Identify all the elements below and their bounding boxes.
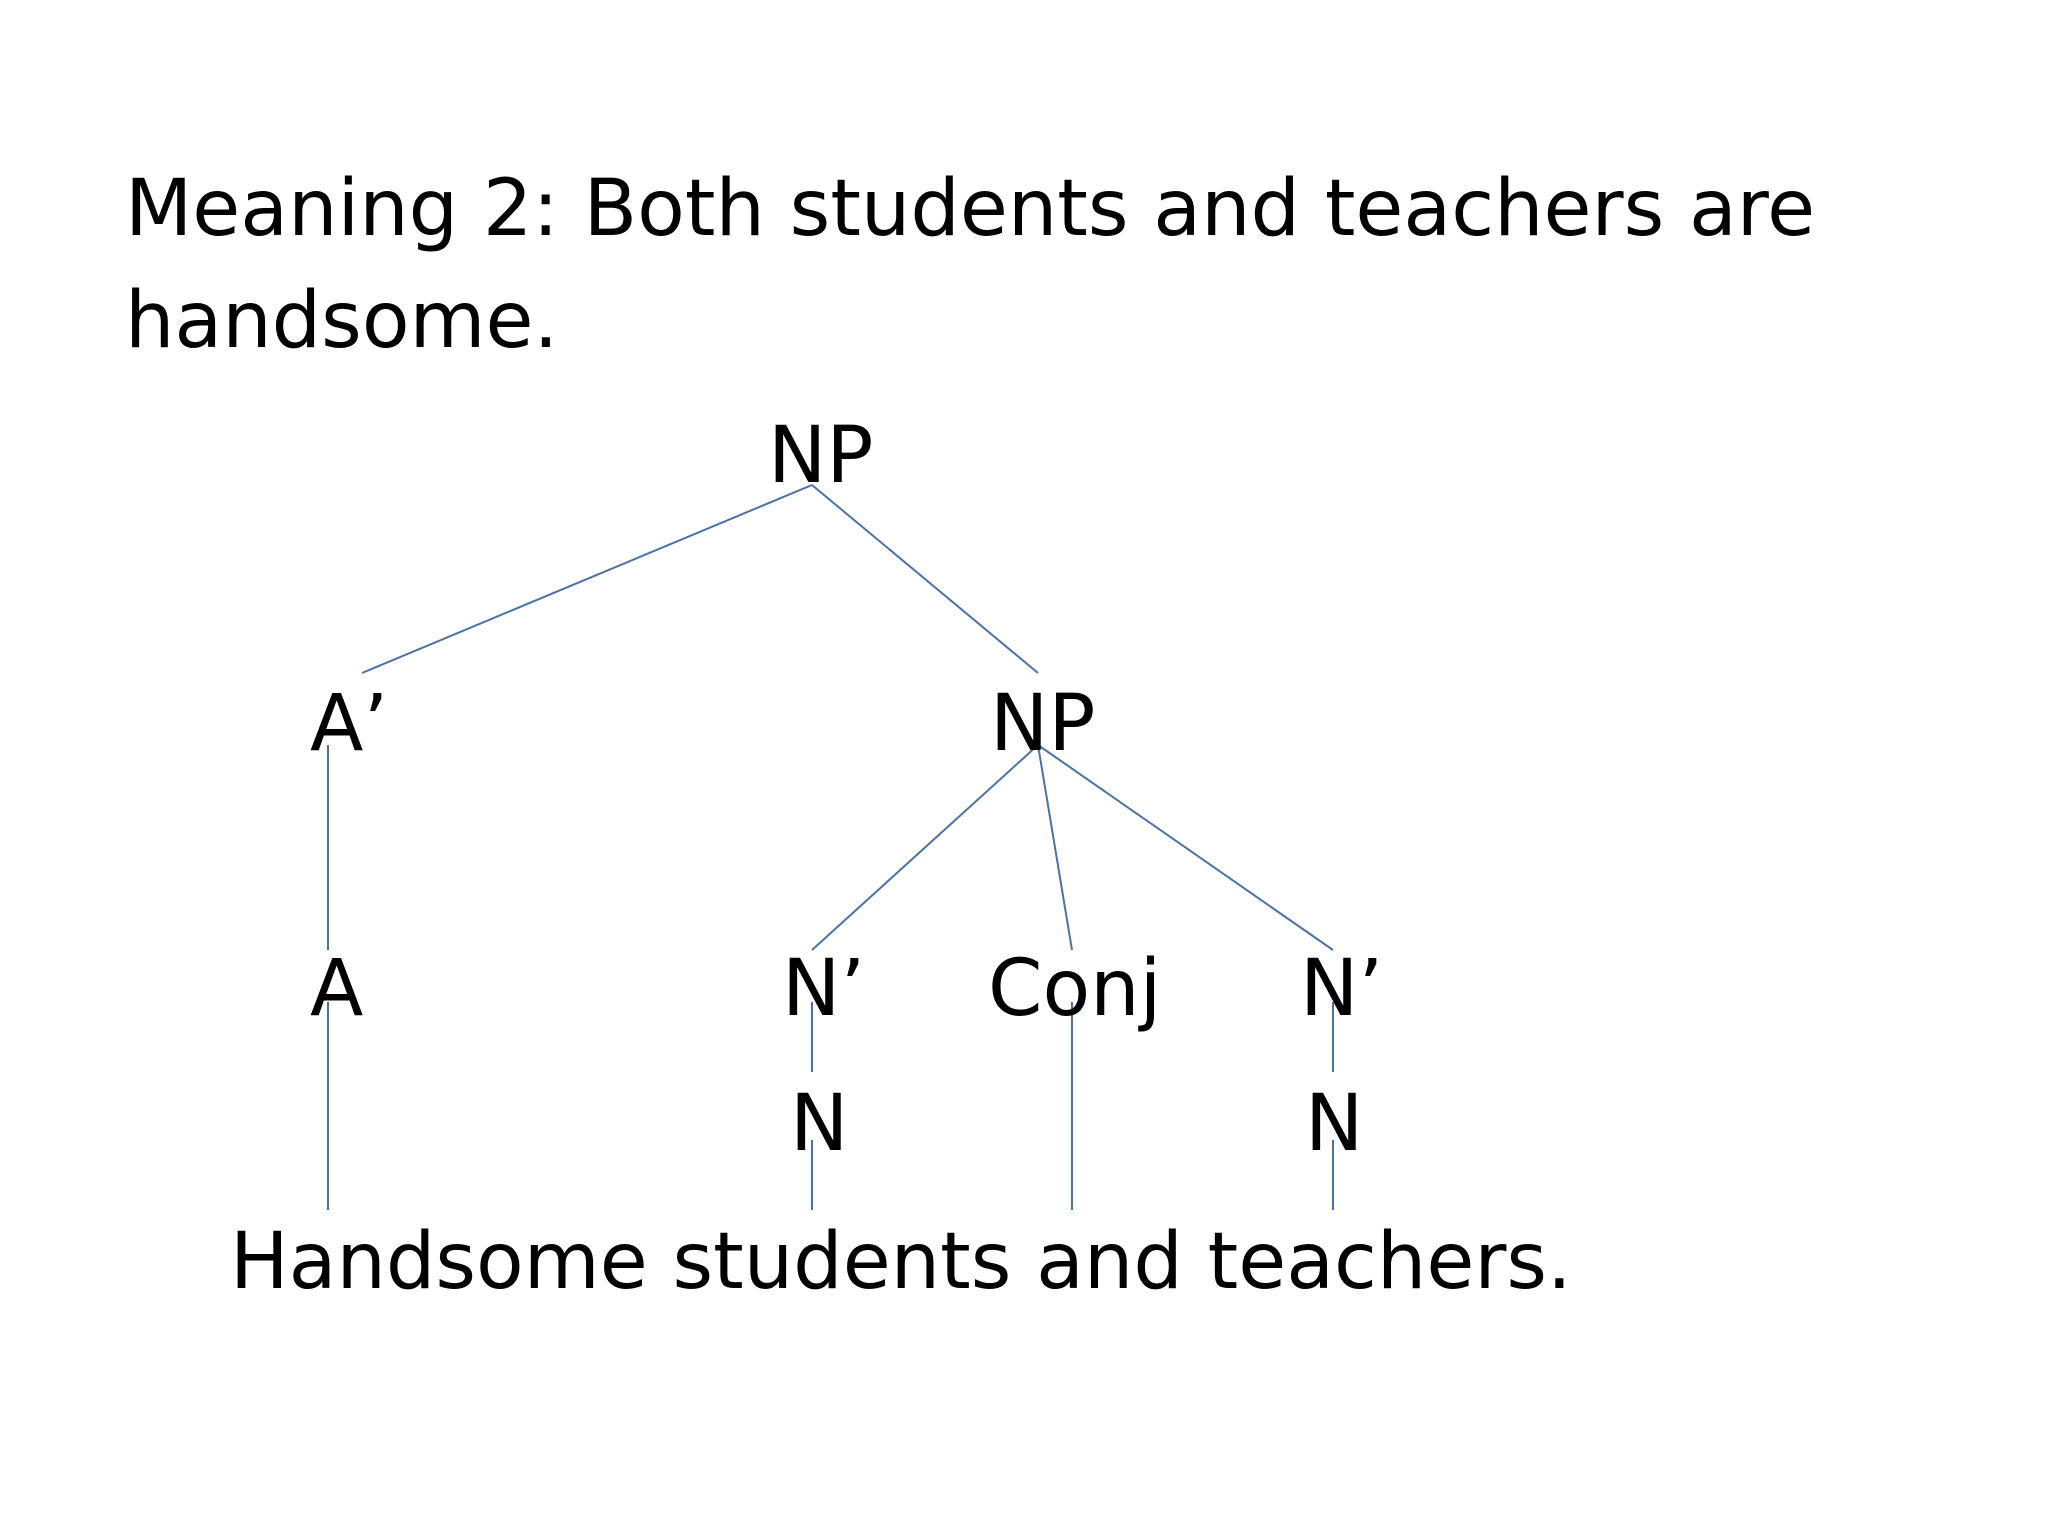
edge-np-root-to-a-bar (362, 485, 812, 673)
node-n-bar-1: N’ (782, 944, 866, 1034)
title-line-2: handsome. (125, 276, 559, 366)
node-a: A (310, 944, 364, 1034)
edge-np-sub-to-n-bar-2 (1038, 745, 1333, 950)
node-n-1: N (790, 1079, 849, 1169)
node-np-sub: NP (990, 679, 1096, 769)
node-np-root: NP (768, 411, 874, 501)
edge-np-sub-to-conj (1038, 745, 1072, 950)
title-line-1: Meaning 2: Both students and teachers are (125, 164, 1816, 254)
edge-np-root-to-np-sub (812, 485, 1038, 673)
node-conj: Conj (988, 944, 1162, 1034)
node-n-bar-2: N’ (1300, 944, 1384, 1034)
tree-nodes (310, 411, 1383, 1169)
node-a-bar: A’ (310, 679, 389, 769)
edge-np-sub-to-n-bar-1 (812, 745, 1038, 950)
node-n-2: N (1305, 1079, 1364, 1169)
sentence: Handsome students and teachers. (230, 1217, 1572, 1307)
